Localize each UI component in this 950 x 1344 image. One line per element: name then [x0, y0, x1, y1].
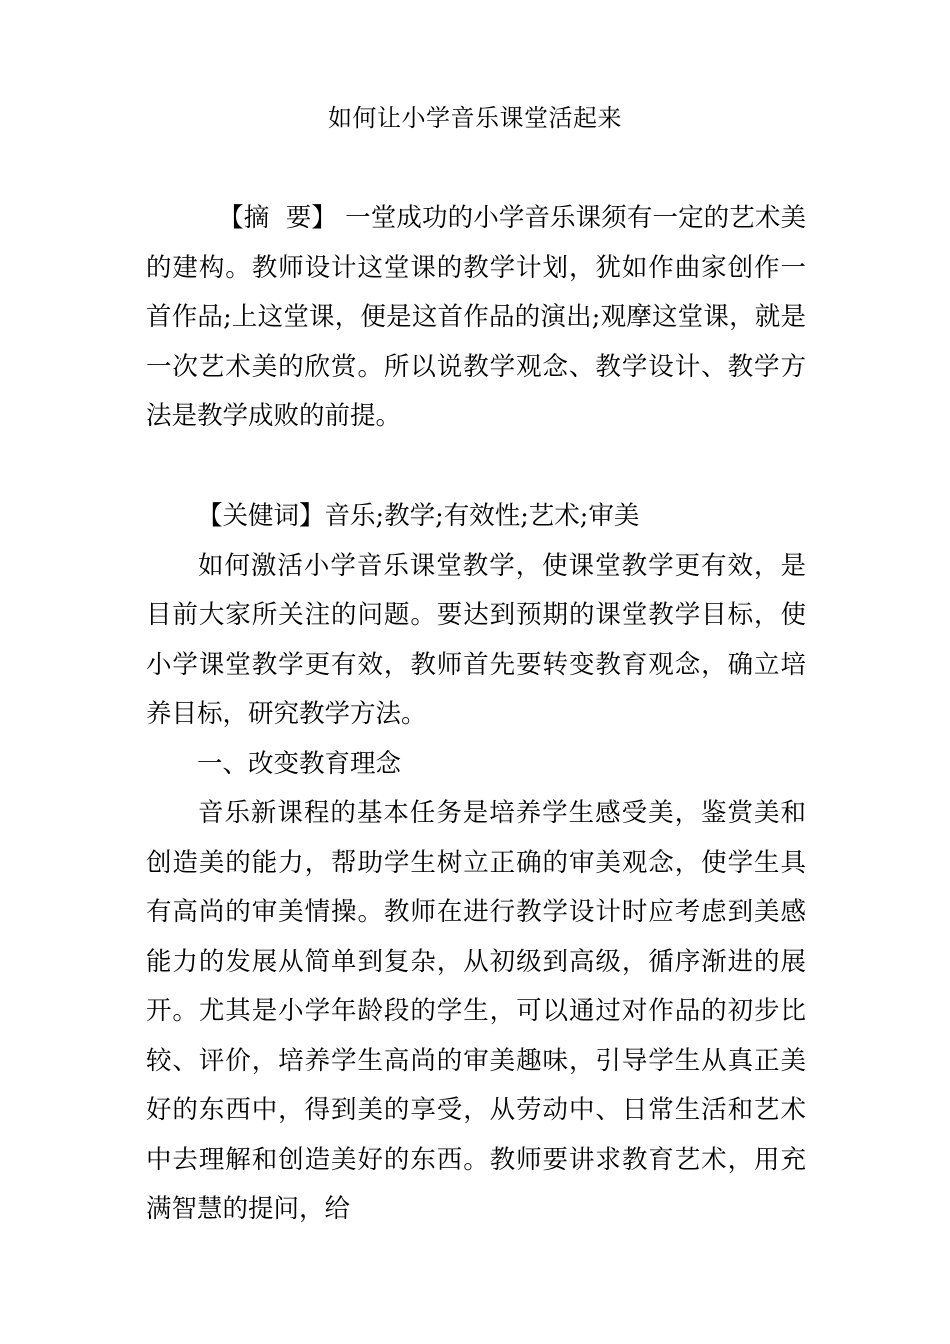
- body-section: [146, 492, 806, 1235]
- abstract-label: 【摘 要】: [218, 203, 337, 233]
- section-heading: [146, 740, 806, 790]
- body-paragraph: [146, 789, 806, 1235]
- abstract-paragraph: [146, 194, 806, 442]
- section-heading-text: 一、改变教育理念: [197, 748, 402, 779]
- keywords-text: 音乐;教学;有效性;艺术;审美: [324, 501, 640, 531]
- paragraph-text: 音乐新课程的基本任务是培养学生感受美，鉴赏美和创造美的能力，帮助学生树立正确的审美观念，使学生具有高尚的审美情操。教师在进行教学设计时应考虑到美感能力的发展从简单到复杂，从初级到高级，循序渐进的展开。尤其是小学年龄段的学生，可以通过对作品的初步比较、评价，培养学生高尚的审美趣味，引导学生从真正美好的东西中，得到美的享受，从劳动中、日常生活和艺术中去理解和创造美好的东西。教师要讲求教育艺术，用充满智慧的提问，给: [146, 798, 806, 1224]
- document-title: 如何让小学音乐课堂活起来: [328, 104, 622, 132]
- abstract-section: [146, 194, 806, 442]
- abstract-text: 一堂成功的小学音乐课须有一定的艺术美的建构。教师设计这堂课的教学计划，犹如作曲家创作一首作品;上这堂课，便是这首作品的演出;观摩这堂课，就是一次艺术美的欣赏。所以说教学观念、教学设计、教学方法是教学成败的前提。: [146, 203, 806, 431]
- keywords-paragraph: [146, 492, 806, 542]
- paragraph-text: 如何激活小学音乐课堂教学，使课堂教学更有效，是目前大家所关注的问题。要达到预期的课堂教学目标，使小学课堂教学更有效，教师首先要转变教育观念，确立培养目标，研究教学方法。: [146, 550, 806, 729]
- body-paragraph: [146, 542, 806, 740]
- keywords-label: 【关健词】: [197, 501, 325, 531]
